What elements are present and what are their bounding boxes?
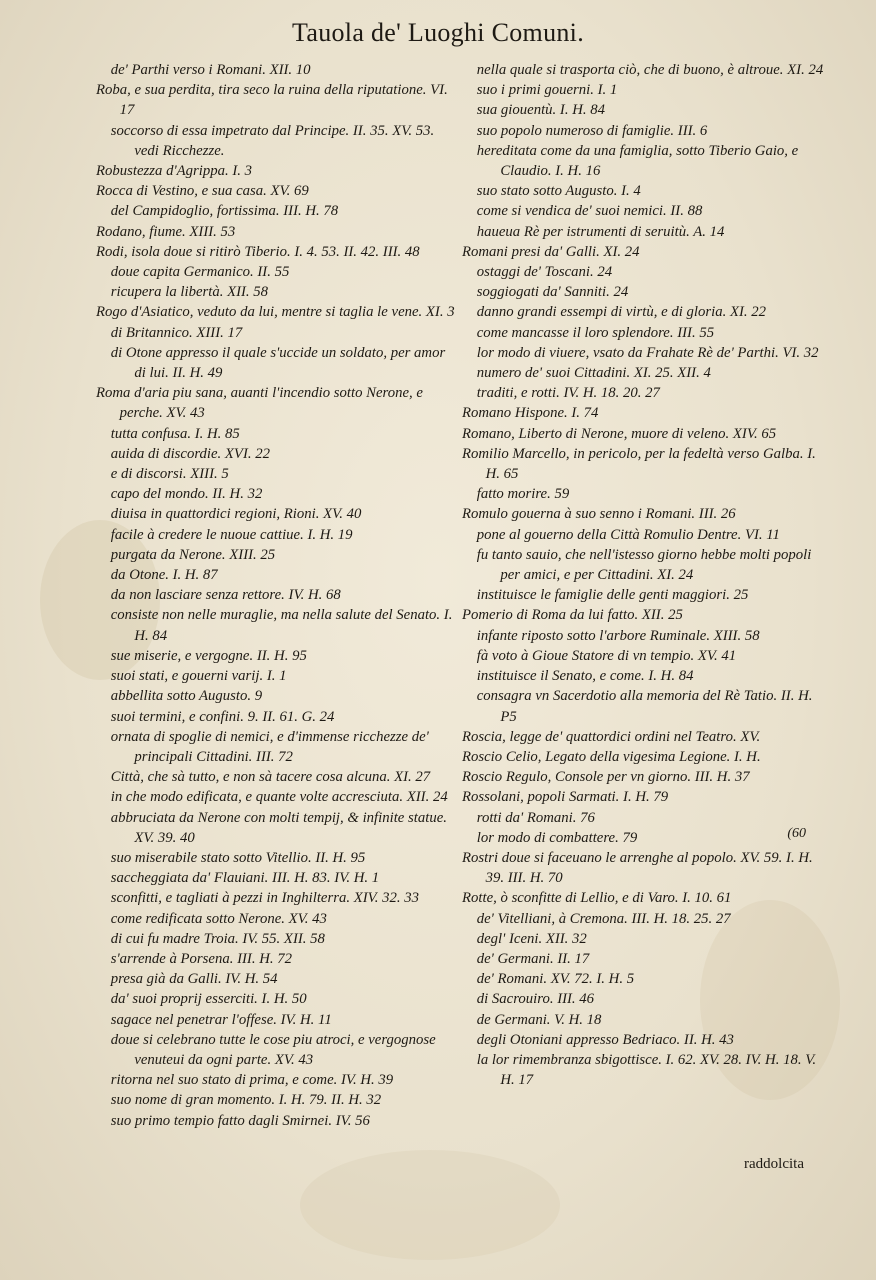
index-subentry: de' Vitelliani, à Cremona. III. H. 18. 25. 27 [476,910,731,927]
index-entry: Roscia, legge de' quattordici ordini nel Teatro. XV. [462,728,761,745]
index-subentry: suoi stati, e gouerni varij. I. 1 [110,668,287,685]
index-subentry: degl' Iceni. XII. 32 [476,930,587,947]
index-subentry: de' Parthi verso i Romani. XII. 10 [110,62,311,78]
index-entry: Rossolani, popoli Sarmati. I. H. 79 [462,789,669,806]
index-subentry: instituisce le famiglie delle genti maggiori. 25 [476,587,749,604]
index-subentry: doue capita Germanico. II. 55 [110,264,290,281]
index-entry: Rostri doue si faceuano le arrenghe al popolo. XV. 59. I. H. 39. III. H. 70 [462,849,813,887]
index-subentry: infante riposto sotto l'arbore Ruminale. XIII. 58 [476,627,760,644]
right-column [462,60,824,1090]
margin-note: (60 [787,826,806,841]
index-subentry: di Britannico. XIII. 17 [110,324,243,341]
catchword: raddolcita [744,1156,804,1172]
index-subentry: fu tanto sauio, che nell'istesso giorno hebbe molti popoli per amici, e per Cittadini. XI. 24 [476,546,812,584]
index-subentry: numero de' suoi Cittadini. XI. 25. XII. 4 [476,365,711,382]
index-subentry: da' suoi proprij esserciti. I. H. 50 [110,991,307,1008]
index-subentry: ricupera la libertà. XII. 58 [110,284,269,301]
index-subentry: tutta confusa. I. H. 85 [110,425,240,442]
index-subentry: suo nome di gran momento. I. H. 79. II. H. 32 [110,1092,382,1109]
index-subentry: da non lasciare senza rettore. IV. H. 68 [110,587,341,604]
index-entry: Romano, Liberto di Nerone, muore di veleno. XIV. 65 [462,425,777,442]
index-subentry: degli Otoniani appresso Bedriaco. II. H. 43 [476,1031,734,1048]
index-subentry: s'arrende à Porsena. III. H. 72 [110,950,292,967]
index-subentry: abbruciata da Nerone con molti tempij, & infinite statue. XV. 39. 40 [110,809,447,846]
index-subentry: saccheggiata da' Flauiani. III. H. 83. IV. H. 1 [110,870,380,887]
index-subentry: consiste non nelle muraglie, ma nella salute del Senato. I. H. 84 [110,607,453,644]
index-subentry: nella quale si trasporta ciò, che di buono, è altroue. XI. 24 [476,62,824,78]
index-subentry: come si vendica de' suoi nemici. II. 88 [476,203,703,220]
index-subentry: rotti da' Romani. 76 [476,809,595,826]
index-subentry: de' Germani. II. 17 [476,950,590,967]
index-entry: Romano Hispone. I. 74 [462,405,599,422]
index-entry: Romilio Marcello, in pericolo, per la fedeltà verso Galba. I. H. 65 [462,445,816,483]
index-subentry: fatto morire. 59 [476,486,570,503]
index-entry: Roba, e sua perdita, tira seco la ruina della riputatione. VI. 17 [96,82,448,119]
index-subentry: de' Romani. XV. 72. I. H. 5 [476,971,635,988]
index-subentry: di Sacrouiro. III. 46 [476,991,595,1008]
index-subentry: suo stato sotto Augusto. I. 4 [476,183,641,200]
index-subentry: de Germani. V. H. 18 [476,1011,602,1028]
index-entry: Robustezza d'Agrippa. I. 3 [96,163,252,180]
index-subentry: danno grandi essempi di virtù, e di gloria. XI. 22 [476,304,766,321]
index-subentry: capo del mondo. II. H. 32 [110,486,263,503]
index-subentry: ornata di spoglie di nemici, e d'immense ricchezze de' principali Cittadini. III. 72 [110,728,429,765]
index-subentry: la lor rimembranza sbigottisce. I. 62. XV. 28. IV. H. 18. V. H. 17 [476,1051,817,1089]
index-subentry: e di discorsi. XIII. 5 [110,466,229,483]
index-subentry: suoi termini, e confini. 9. II. 61. G. 24 [110,708,335,725]
page-title: Tauola de' Luoghi Comuni. [292,18,584,47]
index-entry: Roscio Regulo, Console per vn giorno. III. H. 37 [462,769,750,786]
index-entry: Rodano, fiume. XIII. 53 [96,223,236,240]
index-subentry: di cui fu madre Troia. IV. 55. XII. 58 [110,930,325,947]
index-subentry: ostaggi de' Toscani. 24 [476,264,613,281]
index-subentry: hereditata come da una famiglia, sotto Tiberio Gaio, e Claudio. I. H. 16 [476,142,799,180]
index-subentry: traditi, e rotti. IV. H. 18. 20. 27 [476,385,660,402]
index-subentry: suo primo tempio fatto dagli Smirnei. IV. 56 [110,1112,370,1129]
index-subentry: pone al gouerno della Città Romulio Dentre. VI. 11 [476,526,780,543]
index-subentry: da Otone. I. H. 87 [110,567,218,584]
index-subentry: in che modo edificata, e quante volte accresciuta. XII. 24 [110,789,448,806]
index-subentry: lor modo di viuere, vsato da Frahate Rè de' Parthi. VI. 32 [476,344,819,361]
index-subentry: sconfitti, e tagliati à pezzi in Inghilterra. XIV. 32. 33 [110,890,419,907]
index-subentry: facile à credere le nuoue cattiue. I. H. 19 [110,526,353,543]
index-subentry: fà voto à Gioue Statore di vn tempio. XV. 41 [476,647,737,664]
index-subentry: suo miserabile stato sotto Vitellio. II. H. 95 [110,849,366,866]
index-subentry: di Otone appresso il quale s'uccide un soldato, per amor di lui. II. H. 49 [110,344,446,382]
index-subentry: soggiogati da' Sanniti. 24 [476,284,629,301]
index-entry: Rocca di Vestino, e sua casa. XV. 69 [96,183,309,200]
index-entry: Pomerio di Roma da lui fatto. XII. 25 [462,607,683,624]
index-entry: Rotte, ò sconfitte di Lellio, e di Varo. I. 10. 61 [462,890,732,907]
index-subentry: sue miserie, e vergogne. II. H. 95 [110,647,307,664]
index-subentry: del Campidoglio, fortissima. III. H. 78 [110,203,339,220]
index-subentry: abbellita sotto Augusto. 9 [110,688,263,705]
index-subentry: doue si celebrano tutte le cose piu atroci, e vergognose venuteui da ogni parte. XV. 43 [110,1031,436,1068]
index-entry: Rodi, isola doue si ritirò Tiberio. I. 4. 53. II. 42. III. 48 [96,243,420,260]
index-subentry: haueua Rè per istrumenti di seruitù. A. 14 [476,223,725,240]
index-subentry: come redificata sotto Nerone. XV. 43 [110,910,327,927]
index-subentry: consagra vn Sacerdotio alla memoria del Rè Tatio. II. H. P5 [476,688,813,725]
index-subentry: purgata da Nerone. XIII. 25 [110,546,276,563]
index-subentry: Città, che sà tutto, e non sà tacere cosa alcuna. XI. 27 [110,769,431,786]
index-subentry: soccorso di essa impetrato dal Principe. II. 35. XV. 53. vedi Ricchezze. [110,122,435,159]
index-subentry: presa già da Galli. IV. H. 54 [110,971,278,988]
index-entry: Roma d'aria piu sana, auanti l'incendio sotto Nerone, e perche. XV. 43 [96,385,423,422]
index-entry: Romani presi da' Galli. XI. 24 [462,243,640,260]
index-entry: Romulo gouerna à suo senno i Romani. III. 26 [462,506,736,523]
index-entry: Roscio Celio, Legato della vigesima Legione. I. H. [462,748,761,765]
index-subentry: sagace nel penetrar l'offese. IV. H. 11 [110,1011,332,1028]
index-subentry: sua giouentù. I. H. 84 [476,102,605,119]
left-column [96,60,458,1131]
index-subentry: diuisa in quattordici regioni, Rioni. XV. 40 [110,506,362,523]
index-subentry: ritorna nel suo stato di prima, e come. IV. H. 39 [110,1072,394,1089]
index-subentry: lor modo di combattere. 79 [476,829,638,846]
index-entry: Rogo d'Asiatico, veduto da lui, mentre si taglia le vene. XI. 3 [96,304,455,321]
index-subentry: suo i primi gouerni. I. 1 [476,82,618,99]
index-subentry: suo popolo numeroso di famiglie. III. 6 [476,122,708,139]
index-subentry: come mancasse il loro splendore. III. 55 [476,324,715,341]
index-subentry: instituisce il Senato, e come. I. H. 84 [476,668,694,685]
index-subentry: auida di discordie. XVI. 22 [110,445,270,462]
